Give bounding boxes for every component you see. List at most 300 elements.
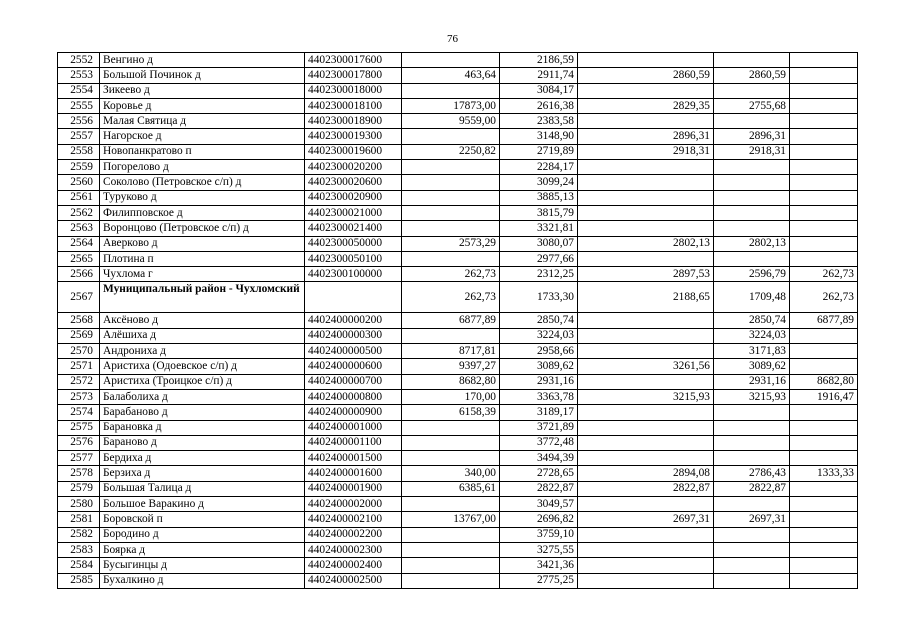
oktmo-code: 4402400001100 bbox=[305, 435, 402, 450]
row-number: 2562 bbox=[58, 205, 100, 220]
value-col-8 bbox=[790, 542, 858, 557]
value-col-4: 8717,81 bbox=[402, 344, 500, 359]
row-number: 2568 bbox=[58, 313, 100, 328]
value-col-5: 2911,74 bbox=[500, 68, 578, 83]
settlement-name: Балаболиха д bbox=[100, 389, 305, 404]
table-row bbox=[58, 221, 858, 236]
table-row bbox=[58, 251, 858, 266]
row-number: 2585 bbox=[58, 573, 100, 588]
row-number: 2558 bbox=[58, 144, 100, 159]
table-row bbox=[58, 374, 858, 389]
value-col-6: 3261,56 bbox=[578, 359, 714, 374]
row-number: 2556 bbox=[58, 114, 100, 129]
value-col-8 bbox=[790, 114, 858, 129]
settlement-name: Аверково д bbox=[100, 236, 305, 251]
value-col-5: 3772,48 bbox=[500, 435, 578, 450]
table-row bbox=[58, 512, 858, 527]
value-col-4 bbox=[402, 221, 500, 236]
table-row bbox=[58, 236, 858, 251]
value-col-6: 2697,31 bbox=[578, 512, 714, 527]
value-col-6 bbox=[578, 435, 714, 450]
value-col-7: 3089,62 bbox=[714, 359, 790, 374]
value-col-7 bbox=[714, 53, 790, 68]
settlement-name: Венгино д bbox=[100, 53, 305, 68]
oktmo-code: 4402400002400 bbox=[305, 558, 402, 573]
value-col-4 bbox=[402, 542, 500, 557]
oktmo-code: 4402300021400 bbox=[305, 221, 402, 236]
value-col-4: 13767,00 bbox=[402, 512, 500, 527]
settlement-name: Андрониха д bbox=[100, 344, 305, 359]
oktmo-code: 4402400002000 bbox=[305, 497, 402, 512]
settlement-name: Плотина п bbox=[100, 251, 305, 266]
value-col-6 bbox=[578, 497, 714, 512]
row-number: 2575 bbox=[58, 420, 100, 435]
settlement-name: Бараново д bbox=[100, 435, 305, 450]
oktmo-code: 4402300019600 bbox=[305, 144, 402, 159]
settlement-name: Новопанкратово п bbox=[100, 144, 305, 159]
value-col-8 bbox=[790, 359, 858, 374]
value-col-5: 3189,17 bbox=[500, 405, 578, 420]
value-col-7: 3215,93 bbox=[714, 389, 790, 404]
table-row bbox=[58, 282, 858, 313]
row-number: 2569 bbox=[58, 328, 100, 343]
value-col-7 bbox=[714, 175, 790, 190]
settlement-name: Чухлома г bbox=[100, 267, 305, 282]
table-row bbox=[58, 98, 858, 113]
value-col-8: 8682,80 bbox=[790, 374, 858, 389]
value-col-8 bbox=[790, 328, 858, 343]
settlement-name: Алёшиха д bbox=[100, 328, 305, 343]
row-number: 2566 bbox=[58, 267, 100, 282]
oktmo-code: 4402400000200 bbox=[305, 313, 402, 328]
table-row bbox=[58, 313, 858, 328]
value-col-5: 2958,66 bbox=[500, 344, 578, 359]
value-col-7: 2697,31 bbox=[714, 512, 790, 527]
value-col-7 bbox=[714, 497, 790, 512]
settlement-name: Большой Починок д bbox=[100, 68, 305, 83]
table-row bbox=[58, 542, 858, 557]
value-col-6: 2822,87 bbox=[578, 481, 714, 496]
table-row bbox=[58, 160, 858, 175]
value-col-4: 6158,39 bbox=[402, 405, 500, 420]
value-col-4 bbox=[402, 160, 500, 175]
row-number: 2564 bbox=[58, 236, 100, 251]
table-row bbox=[58, 420, 858, 435]
value-col-4: 262,73 bbox=[402, 282, 500, 313]
value-col-8 bbox=[790, 175, 858, 190]
oktmo-code: 4402400000700 bbox=[305, 374, 402, 389]
settlement-name: Соколово (Петровское с/п) д bbox=[100, 175, 305, 190]
oktmo-code bbox=[305, 282, 402, 313]
value-col-8 bbox=[790, 98, 858, 113]
value-col-6 bbox=[578, 344, 714, 359]
value-col-6 bbox=[578, 558, 714, 573]
value-col-4: 9559,00 bbox=[402, 114, 500, 129]
value-col-8 bbox=[790, 420, 858, 435]
value-col-8 bbox=[790, 558, 858, 573]
value-col-5: 3099,24 bbox=[500, 175, 578, 190]
value-col-7: 2931,16 bbox=[714, 374, 790, 389]
value-col-8 bbox=[790, 144, 858, 159]
value-col-6 bbox=[578, 542, 714, 557]
row-number: 2582 bbox=[58, 527, 100, 542]
value-col-7 bbox=[714, 251, 790, 266]
value-col-6 bbox=[578, 420, 714, 435]
oktmo-code: 4402300021000 bbox=[305, 205, 402, 220]
settlement-name: Боярка д bbox=[100, 542, 305, 557]
settlement-name: Бородино д bbox=[100, 527, 305, 542]
value-col-6: 3215,93 bbox=[578, 389, 714, 404]
value-col-4 bbox=[402, 251, 500, 266]
value-col-7: 2786,43 bbox=[714, 466, 790, 481]
table-row bbox=[58, 527, 858, 542]
table-row bbox=[58, 344, 858, 359]
value-col-8 bbox=[790, 573, 858, 588]
value-col-5: 3049,57 bbox=[500, 497, 578, 512]
value-col-5: 3321,81 bbox=[500, 221, 578, 236]
row-number: 2560 bbox=[58, 175, 100, 190]
value-col-5: 3759,10 bbox=[500, 527, 578, 542]
oktmo-code: 4402400002500 bbox=[305, 573, 402, 588]
value-col-4 bbox=[402, 53, 500, 68]
row-number: 2577 bbox=[58, 451, 100, 466]
value-col-5: 2931,16 bbox=[500, 374, 578, 389]
value-col-5: 2850,74 bbox=[500, 313, 578, 328]
oktmo-code: 4402300018100 bbox=[305, 98, 402, 113]
value-col-6 bbox=[578, 160, 714, 175]
value-col-7: 2802,13 bbox=[714, 236, 790, 251]
value-col-6: 2860,59 bbox=[578, 68, 714, 83]
value-col-6: 2829,35 bbox=[578, 98, 714, 113]
value-col-8 bbox=[790, 481, 858, 496]
value-col-7: 1709,48 bbox=[714, 282, 790, 313]
value-col-5: 2775,25 bbox=[500, 573, 578, 588]
value-col-8 bbox=[790, 435, 858, 450]
row-number: 2563 bbox=[58, 221, 100, 236]
oktmo-code: 4402300020900 bbox=[305, 190, 402, 205]
page-number: 76 bbox=[447, 33, 458, 45]
value-col-7 bbox=[714, 405, 790, 420]
data-table bbox=[57, 52, 858, 589]
oktmo-code: 4402300050100 bbox=[305, 251, 402, 266]
value-col-8: 262,73 bbox=[790, 282, 858, 313]
table-row bbox=[58, 573, 858, 588]
value-col-4 bbox=[402, 190, 500, 205]
value-col-8 bbox=[790, 129, 858, 144]
value-col-4 bbox=[402, 497, 500, 512]
value-col-8 bbox=[790, 160, 858, 175]
value-col-6 bbox=[578, 527, 714, 542]
table-row bbox=[58, 175, 858, 190]
table-row bbox=[58, 190, 858, 205]
table-row bbox=[58, 68, 858, 83]
value-col-8 bbox=[790, 451, 858, 466]
value-col-6: 2897,53 bbox=[578, 267, 714, 282]
value-col-5: 3084,17 bbox=[500, 83, 578, 98]
table-row bbox=[58, 129, 858, 144]
value-col-6 bbox=[578, 114, 714, 129]
value-col-4: 463,64 bbox=[402, 68, 500, 83]
value-col-5: 3275,55 bbox=[500, 542, 578, 557]
value-col-4 bbox=[402, 527, 500, 542]
value-col-4: 8682,80 bbox=[402, 374, 500, 389]
row-number: 2555 bbox=[58, 98, 100, 113]
table-row bbox=[58, 359, 858, 374]
value-col-7 bbox=[714, 190, 790, 205]
oktmo-code: 4402400002300 bbox=[305, 542, 402, 557]
value-col-5: 3224,03 bbox=[500, 328, 578, 343]
oktmo-code: 4402300100000 bbox=[305, 267, 402, 282]
value-col-5: 3148,90 bbox=[500, 129, 578, 144]
value-col-5: 3721,89 bbox=[500, 420, 578, 435]
oktmo-code: 4402400002200 bbox=[305, 527, 402, 542]
table-row bbox=[58, 53, 858, 68]
value-col-8: 262,73 bbox=[790, 267, 858, 282]
value-col-6 bbox=[578, 83, 714, 98]
table-row bbox=[58, 405, 858, 420]
value-col-7 bbox=[714, 573, 790, 588]
value-col-6 bbox=[578, 53, 714, 68]
oktmo-code: 4402300017600 bbox=[305, 53, 402, 68]
row-number: 2561 bbox=[58, 190, 100, 205]
table-row bbox=[58, 451, 858, 466]
oktmo-code: 4402400001900 bbox=[305, 481, 402, 496]
value-col-8 bbox=[790, 497, 858, 512]
value-col-7 bbox=[714, 451, 790, 466]
value-col-5: 1733,30 bbox=[500, 282, 578, 313]
value-col-6: 2918,31 bbox=[578, 144, 714, 159]
value-col-8 bbox=[790, 205, 858, 220]
value-col-4 bbox=[402, 573, 500, 588]
oktmo-code: 4402300050000 bbox=[305, 236, 402, 251]
value-col-4 bbox=[402, 175, 500, 190]
value-col-6: 2802,13 bbox=[578, 236, 714, 251]
value-col-8 bbox=[790, 251, 858, 266]
value-col-8 bbox=[790, 344, 858, 359]
value-col-7 bbox=[714, 420, 790, 435]
value-col-5: 2284,17 bbox=[500, 160, 578, 175]
oktmo-code: 4402300020600 bbox=[305, 175, 402, 190]
value-col-7: 3171,83 bbox=[714, 344, 790, 359]
value-col-4 bbox=[402, 420, 500, 435]
settlement-name: Аристиха (Одоевское с/п) д bbox=[100, 359, 305, 374]
table-row bbox=[58, 466, 858, 481]
table-row bbox=[58, 144, 858, 159]
value-col-8 bbox=[790, 83, 858, 98]
oktmo-code: 4402400001000 bbox=[305, 420, 402, 435]
value-col-7: 2596,79 bbox=[714, 267, 790, 282]
value-col-8 bbox=[790, 53, 858, 68]
table-row bbox=[58, 497, 858, 512]
row-number: 2559 bbox=[58, 160, 100, 175]
table-row bbox=[58, 558, 858, 573]
table-row bbox=[58, 328, 858, 343]
value-col-6 bbox=[578, 451, 714, 466]
settlement-name: Аксёново д bbox=[100, 313, 305, 328]
table-row bbox=[58, 267, 858, 282]
settlement-name: Барановка д bbox=[100, 420, 305, 435]
value-col-8 bbox=[790, 236, 858, 251]
settlement-name: Аристиха (Троицкое с/п) д bbox=[100, 374, 305, 389]
oktmo-code: 4402300018000 bbox=[305, 83, 402, 98]
value-col-4: 170,00 bbox=[402, 389, 500, 404]
value-col-8 bbox=[790, 68, 858, 83]
value-col-4: 2250,82 bbox=[402, 144, 500, 159]
table-row bbox=[58, 205, 858, 220]
row-number: 2580 bbox=[58, 497, 100, 512]
value-col-6 bbox=[578, 175, 714, 190]
value-col-6 bbox=[578, 573, 714, 588]
value-col-4 bbox=[402, 435, 500, 450]
oktmo-code: 4402400000500 bbox=[305, 344, 402, 359]
value-col-6: 2188,65 bbox=[578, 282, 714, 313]
value-col-4: 262,73 bbox=[402, 267, 500, 282]
value-col-4: 9397,27 bbox=[402, 359, 500, 374]
value-col-8 bbox=[790, 527, 858, 542]
row-number: 2554 bbox=[58, 83, 100, 98]
row-number: 2579 bbox=[58, 481, 100, 496]
value-col-4 bbox=[402, 558, 500, 573]
value-col-7 bbox=[714, 542, 790, 557]
oktmo-code: 4402400000900 bbox=[305, 405, 402, 420]
oktmo-code: 4402400000300 bbox=[305, 328, 402, 343]
settlement-name: Бухалкино д bbox=[100, 573, 305, 588]
value-col-8: 6877,89 bbox=[790, 313, 858, 328]
value-col-4 bbox=[402, 129, 500, 144]
value-col-7: 2755,68 bbox=[714, 98, 790, 113]
value-col-4: 6877,89 bbox=[402, 313, 500, 328]
value-col-8: 1916,47 bbox=[790, 389, 858, 404]
value-col-7 bbox=[714, 435, 790, 450]
settlement-name: Погорелово д bbox=[100, 160, 305, 175]
value-col-5: 3885,13 bbox=[500, 190, 578, 205]
table-row bbox=[58, 389, 858, 404]
settlement-name: Бусыгинцы д bbox=[100, 558, 305, 573]
value-col-5: 2312,25 bbox=[500, 267, 578, 282]
settlement-name: Берзиха д bbox=[100, 466, 305, 481]
value-col-5: 2977,66 bbox=[500, 251, 578, 266]
value-col-4: 340,00 bbox=[402, 466, 500, 481]
value-col-8 bbox=[790, 190, 858, 205]
settlement-name: Туруково д bbox=[100, 190, 305, 205]
value-col-8: 1333,33 bbox=[790, 466, 858, 481]
value-col-4 bbox=[402, 205, 500, 220]
value-col-8 bbox=[790, 512, 858, 527]
row-number: 2581 bbox=[58, 512, 100, 527]
settlement-name: Муниципальный район - Чухломский bbox=[100, 282, 305, 313]
value-col-7 bbox=[714, 83, 790, 98]
row-number: 2578 bbox=[58, 466, 100, 481]
value-col-5: 2728,65 bbox=[500, 466, 578, 481]
row-number: 2572 bbox=[58, 374, 100, 389]
value-col-6 bbox=[578, 313, 714, 328]
settlement-name: Малая Святица д bbox=[100, 114, 305, 129]
value-col-7 bbox=[714, 114, 790, 129]
oktmo-code: 4402400001600 bbox=[305, 466, 402, 481]
oktmo-code: 4402400000800 bbox=[305, 389, 402, 404]
settlement-name: Воронцово (Петровское с/п) д bbox=[100, 221, 305, 236]
value-col-5: 2822,87 bbox=[500, 481, 578, 496]
value-col-6 bbox=[578, 251, 714, 266]
value-col-4 bbox=[402, 83, 500, 98]
row-number: 2565 bbox=[58, 251, 100, 266]
value-col-7 bbox=[714, 221, 790, 236]
value-col-5: 3363,78 bbox=[500, 389, 578, 404]
value-col-7: 2860,59 bbox=[714, 68, 790, 83]
value-col-6: 2894,08 bbox=[578, 466, 714, 481]
value-col-5: 3080,07 bbox=[500, 236, 578, 251]
oktmo-code: 4402300019300 bbox=[305, 129, 402, 144]
value-col-6 bbox=[578, 328, 714, 343]
value-col-5: 2719,89 bbox=[500, 144, 578, 159]
value-col-5: 2696,82 bbox=[500, 512, 578, 527]
table-row bbox=[58, 435, 858, 450]
oktmo-code: 4402300020200 bbox=[305, 160, 402, 175]
value-col-5: 2186,59 bbox=[500, 53, 578, 68]
oktmo-code: 4402400002100 bbox=[305, 512, 402, 527]
value-col-6 bbox=[578, 221, 714, 236]
value-col-7: 2822,87 bbox=[714, 481, 790, 496]
value-col-5: 3494,39 bbox=[500, 451, 578, 466]
settlement-name: Нагорское д bbox=[100, 129, 305, 144]
value-col-5: 2616,38 bbox=[500, 98, 578, 113]
value-col-5: 2383,58 bbox=[500, 114, 578, 129]
row-number: 2571 bbox=[58, 359, 100, 374]
row-number: 2557 bbox=[58, 129, 100, 144]
value-col-7: 3224,03 bbox=[714, 328, 790, 343]
settlement-name: Большая Талица д bbox=[100, 481, 305, 496]
row-number: 2570 bbox=[58, 344, 100, 359]
value-col-7: 2896,31 bbox=[714, 129, 790, 144]
settlement-name: Бердиха д bbox=[100, 451, 305, 466]
row-number: 2573 bbox=[58, 389, 100, 404]
oktmo-code: 4402300017800 bbox=[305, 68, 402, 83]
row-number: 2584 bbox=[58, 558, 100, 573]
value-col-5: 3089,62 bbox=[500, 359, 578, 374]
value-col-7: 2850,74 bbox=[714, 313, 790, 328]
value-col-6 bbox=[578, 190, 714, 205]
value-col-7 bbox=[714, 205, 790, 220]
value-col-5: 3815,79 bbox=[500, 205, 578, 220]
oktmo-code: 4402400001500 bbox=[305, 451, 402, 466]
oktmo-code: 4402300018900 bbox=[305, 114, 402, 129]
row-number: 2552 bbox=[58, 53, 100, 68]
value-col-5: 3421,36 bbox=[500, 558, 578, 573]
row-number: 2567 bbox=[58, 282, 100, 313]
value-col-4: 17873,00 bbox=[402, 98, 500, 113]
value-col-6 bbox=[578, 405, 714, 420]
value-col-6 bbox=[578, 205, 714, 220]
value-col-7: 2918,31 bbox=[714, 144, 790, 159]
value-col-4: 6385,61 bbox=[402, 481, 500, 496]
value-col-4 bbox=[402, 328, 500, 343]
row-number: 2574 bbox=[58, 405, 100, 420]
settlement-name: Барабаново д bbox=[100, 405, 305, 420]
value-col-7 bbox=[714, 527, 790, 542]
row-number: 2553 bbox=[58, 68, 100, 83]
value-col-7 bbox=[714, 558, 790, 573]
settlement-name: Филипповское д bbox=[100, 205, 305, 220]
settlement-name: Большое Варакино д bbox=[100, 497, 305, 512]
row-number: 2583 bbox=[58, 542, 100, 557]
value-col-8 bbox=[790, 221, 858, 236]
settlement-name: Коровье д bbox=[100, 98, 305, 113]
value-col-8 bbox=[790, 405, 858, 420]
oktmo-code: 4402400000600 bbox=[305, 359, 402, 374]
table-row bbox=[58, 481, 858, 496]
value-col-6: 2896,31 bbox=[578, 129, 714, 144]
value-col-4 bbox=[402, 451, 500, 466]
